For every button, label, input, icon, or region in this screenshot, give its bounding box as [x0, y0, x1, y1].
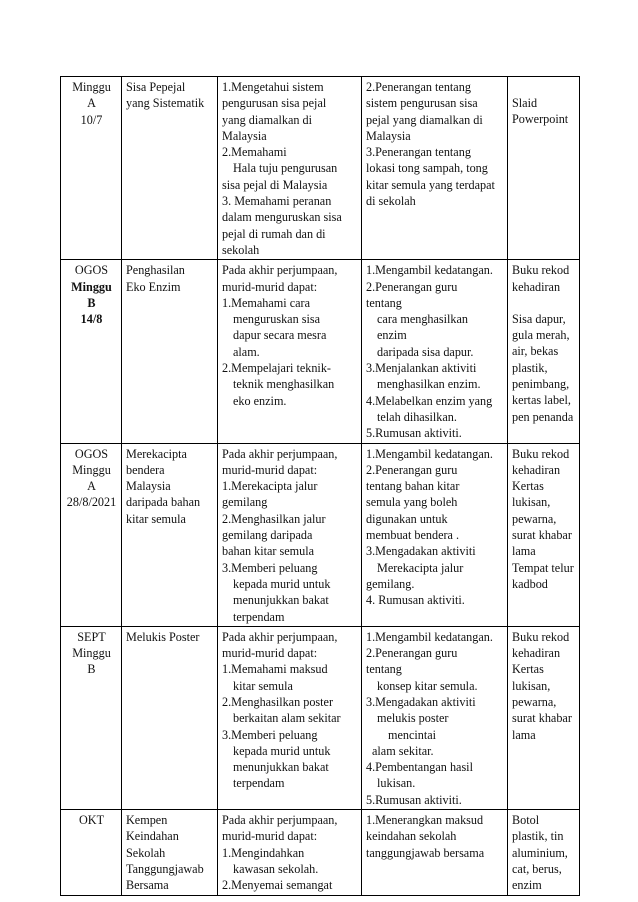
week-line: 28/8/2021: [66, 495, 117, 510]
objective-line: 3.Memberi peluang: [222, 727, 318, 742]
objective-line: bahan kitar semula: [222, 544, 315, 559]
material-line: Botol: [512, 813, 540, 828]
activity-line: tanggungjawab bersama: [366, 845, 485, 860]
material-line: air, bekas: [512, 344, 559, 359]
week-line: A: [87, 96, 96, 111]
objective-line: pengurusan sisa pejal: [222, 96, 327, 111]
objective-line: kitar semula: [233, 678, 293, 693]
topic-cell: [122, 260, 218, 443]
objective-line: teknik menghasilkan: [233, 377, 335, 392]
table-row: [61, 443, 580, 626]
topic-line: bendera: [126, 462, 165, 477]
objective-line: 1.Memahami cara: [222, 295, 310, 310]
activity-line: 5.Rumusan aktiviti.: [366, 426, 462, 441]
activity-line: tentang: [366, 295, 402, 310]
topic-line: Penghasilan: [126, 263, 185, 278]
objective-line: menunjukkan bakat: [233, 593, 329, 608]
material-line: Tempat telur: [512, 560, 574, 575]
materials-cell: [508, 260, 580, 443]
week-line: Minggu: [71, 279, 112, 294]
objective-line: menguruskan sisa: [233, 312, 320, 327]
material-line: Buku rekod: [512, 446, 570, 461]
material-line: lukisan,: [512, 495, 551, 510]
activity-line: digunakan untuk: [366, 511, 448, 526]
objective-line: Malaysia: [222, 128, 267, 143]
material-line: Slaid: [512, 96, 538, 110]
objective-line: kepada murid untuk: [233, 576, 331, 591]
activity-line: Malaysia: [366, 128, 411, 143]
activity-line: 3.Mengadakan aktiviti: [366, 544, 476, 559]
topic-line: daripada bahan: [126, 495, 201, 510]
objective-line: murid-murid dapat:: [222, 462, 318, 477]
activity-line: alam sekitar.: [372, 743, 434, 758]
objective-line: terpendam: [233, 609, 285, 624]
week-line: 14/8: [80, 312, 103, 327]
week-cell: [61, 77, 122, 260]
activity-line: tentang bahan kitar: [366, 479, 460, 494]
week-cell: [61, 810, 122, 895]
objective-line: murid-murid dapat:: [222, 279, 318, 294]
objectives-cell: [218, 626, 362, 809]
week-line: OKT: [78, 813, 105, 828]
activity-line: pejal yang diamalkan di: [366, 112, 483, 127]
objective-line: yang diamalkan di: [222, 112, 313, 127]
activity-line: 3.Mengadakan aktiviti: [366, 694, 476, 709]
material-line: kadbod: [512, 576, 548, 591]
material-line: pewarna,: [512, 694, 557, 709]
material-line: Buku rekod: [512, 263, 570, 278]
activity-line: semula yang boleh: [366, 495, 458, 510]
materials-cell: [508, 443, 580, 626]
objective-line: murid-murid dapat:: [222, 646, 318, 661]
activity-line: kitar semula yang terdapat: [366, 177, 495, 192]
objective-line: gemilang daripada: [222, 528, 313, 543]
week-line: Minggu: [72, 462, 111, 477]
activity-line: 1.Menerangkan maksud: [366, 813, 484, 828]
activities-cell: [362, 810, 508, 895]
objective-line: berkaitan alam sekitar: [233, 711, 341, 726]
week-line: Minggu: [72, 80, 111, 94]
material-line: gula merah,: [512, 328, 570, 343]
topic-cell: [122, 77, 218, 260]
material-line: kertas label,: [512, 393, 571, 408]
material-line: cat, berus,: [512, 861, 562, 876]
topic-line: Sekolah: [126, 845, 166, 860]
objective-line: Pada akhir perjumpaan,: [222, 263, 338, 278]
activity-line: lukisan.: [377, 776, 416, 791]
activity-line: lokasi tong sampah, tong: [366, 161, 488, 176]
week-line: SEPT: [77, 629, 106, 644]
activities-cell: [362, 77, 508, 260]
objective-line: murid-murid dapat:: [222, 829, 318, 844]
table-row: [61, 77, 580, 260]
table-row: [61, 260, 580, 443]
materials-cell: [508, 626, 580, 809]
material-line: plastik,: [512, 360, 548, 375]
activity-line: 5.Rumusan aktiviti.: [366, 792, 462, 807]
material-line: pewarna,: [512, 511, 557, 526]
material-line: Kertas: [512, 479, 544, 494]
activity-line: Merekacipta jalur: [377, 560, 464, 575]
activity-line: 2.Penerangan guru: [366, 279, 458, 294]
topic-line: Sisa Pepejal: [126, 80, 186, 94]
activity-line: cara menghasilkan: [377, 312, 469, 327]
material-line: kehadiran: [512, 646, 561, 661]
objective-line: 1.Mengindahkan: [222, 845, 305, 860]
topic-line: Kempen: [126, 813, 168, 828]
objective-line: Pada akhir perjumpaan,: [222, 629, 338, 644]
activity-line: sistem pengurusan sisa: [366, 96, 478, 111]
topic-cell: [122, 443, 218, 626]
week-cell: [61, 626, 122, 809]
material-line: penimbang,: [512, 377, 570, 392]
material-line: aluminium,: [512, 845, 568, 860]
objectives-cell: [218, 260, 362, 443]
material-line: kehadiran: [512, 462, 561, 477]
week-line: B: [87, 662, 96, 677]
topic-line: Merekacipta: [126, 446, 187, 461]
activity-line: tentang: [366, 662, 402, 677]
objective-line: kepada murid untuk: [233, 743, 331, 758]
activity-plan-table: [60, 76, 580, 896]
activity-line: 2.Penerangan guru: [366, 646, 458, 661]
activity-line: gemilang.: [366, 576, 415, 591]
objective-line: Pada akhir perjumpaan,: [222, 813, 338, 828]
material-line: lama: [512, 727, 536, 742]
material-line: Kertas: [512, 662, 544, 677]
objective-line: dapur secara mesra: [233, 328, 327, 343]
week-line: OGOS: [74, 446, 109, 461]
topic-cell: [122, 626, 218, 809]
topic-line: Eko Enzim: [126, 279, 181, 294]
material-line: Buku rekod: [512, 629, 570, 644]
material-line: surat khabar: [512, 528, 572, 543]
topic-line: yang Sistematik: [126, 96, 205, 111]
activity-line: enzim: [377, 328, 407, 343]
activities-cell: [362, 626, 508, 809]
material-line: enzim: [512, 878, 542, 893]
objective-line: 1.Memahami maksud: [222, 662, 328, 677]
activities-cell: [362, 260, 508, 443]
activity-line: konsep kitar semula.: [377, 678, 478, 693]
objective-line: Hala tuju pengurusan: [233, 161, 338, 176]
objective-line: gemilang: [222, 495, 268, 510]
materials-cell: [508, 810, 580, 895]
objective-line: 3. Memahami peranan: [222, 194, 332, 209]
week-line: A: [87, 479, 96, 494]
objectives-cell: [218, 77, 362, 260]
activity-line: 4.Melabelkan enzim yang: [366, 393, 493, 408]
objective-line: 2.Menyemai semangat: [222, 878, 333, 893]
objective-line: eko enzim.: [233, 393, 287, 408]
week-cell: [61, 443, 122, 626]
table-row: [61, 810, 580, 895]
objective-line: pejal di rumah dan di: [222, 226, 326, 241]
activity-line: 4. Rumusan aktiviti.: [366, 593, 465, 608]
material-line: lukisan,: [512, 678, 551, 693]
objective-line: 1.Merekacipta jalur: [222, 479, 318, 494]
topic-line: kitar semula: [126, 511, 186, 526]
material-line: plastik, tin: [512, 829, 564, 844]
topic-line: Tanggungjawab: [126, 861, 204, 876]
activity-line: daripada sisa dapur.: [377, 344, 474, 359]
activity-line: 3.Menjalankan aktiviti: [366, 361, 477, 376]
topic-line: Malaysia: [126, 479, 171, 494]
objective-line: dalam menguruskan sisa: [222, 210, 342, 225]
objective-line: 2.Menghasilkan jalur: [222, 511, 326, 526]
activity-line: melukis poster: [377, 711, 449, 726]
week-cell: [61, 260, 122, 443]
week-line: OGOS: [74, 263, 109, 278]
activity-line: 1.Mengambil kedatangan.: [366, 446, 493, 461]
topic-cell: [122, 810, 218, 895]
activity-line: mencintai: [388, 727, 437, 742]
objective-line: menunjukkan bakat: [233, 760, 329, 775]
objective-line: kawasan sekolah.: [233, 861, 319, 876]
activity-line: 3.Penerangan tentang: [366, 145, 471, 160]
activity-line: di sekolah: [366, 194, 416, 209]
objective-line: alam.: [233, 344, 260, 359]
activity-line: keindahan sekolah: [366, 829, 457, 844]
material-line: surat khabar: [512, 711, 572, 726]
topic-line: Melukis Poster: [126, 629, 200, 644]
objectives-cell: [218, 443, 362, 626]
objective-line: 1.Mengetahui sistem: [222, 80, 324, 94]
material-line: Powerpoint: [512, 112, 569, 127]
objective-line: sekolah: [222, 242, 260, 257]
activity-line: menghasilkan enzim.: [377, 377, 481, 392]
objective-line: sisa pejal di Malaysia: [222, 177, 328, 192]
topic-line: Bersama: [126, 878, 169, 893]
activity-line: membuat bendera .: [366, 528, 460, 543]
objective-line: 2.Memahami: [222, 145, 287, 160]
topic-line: Keindahan: [126, 829, 179, 844]
week-line: 10/7: [80, 112, 103, 127]
activity-line: 1.Mengambil kedatangan.: [366, 629, 493, 644]
activity-line: telah dihasilkan.: [377, 409, 457, 424]
objective-line: terpendam: [233, 776, 285, 791]
objective-line: Pada akhir perjumpaan,: [222, 446, 338, 461]
activity-line: 2.Penerangan guru: [366, 462, 458, 477]
activity-line: 4.Pembentangan hasil: [366, 760, 473, 775]
week-line: B: [87, 295, 96, 310]
week-line: Minggu: [72, 646, 111, 661]
material-line: lama: [512, 544, 536, 559]
activities-cell: [362, 443, 508, 626]
material-line: Sisa dapur,: [512, 311, 566, 326]
objective-line: 2.Mempelajari teknik-: [222, 361, 331, 376]
objective-line: 2.Menghasilkan poster: [222, 694, 334, 709]
material-line: kehadiran: [512, 279, 561, 294]
material-line: pen penanda: [512, 409, 574, 424]
materials-cell: [508, 77, 580, 260]
table-row: [61, 626, 580, 809]
activity-line: 2.Penerangan tentang: [366, 80, 471, 94]
objectives-cell: [218, 810, 362, 895]
activity-line: 1.Mengambil kedatangan.: [366, 263, 493, 278]
objective-line: 3.Memberi peluang: [222, 560, 318, 575]
